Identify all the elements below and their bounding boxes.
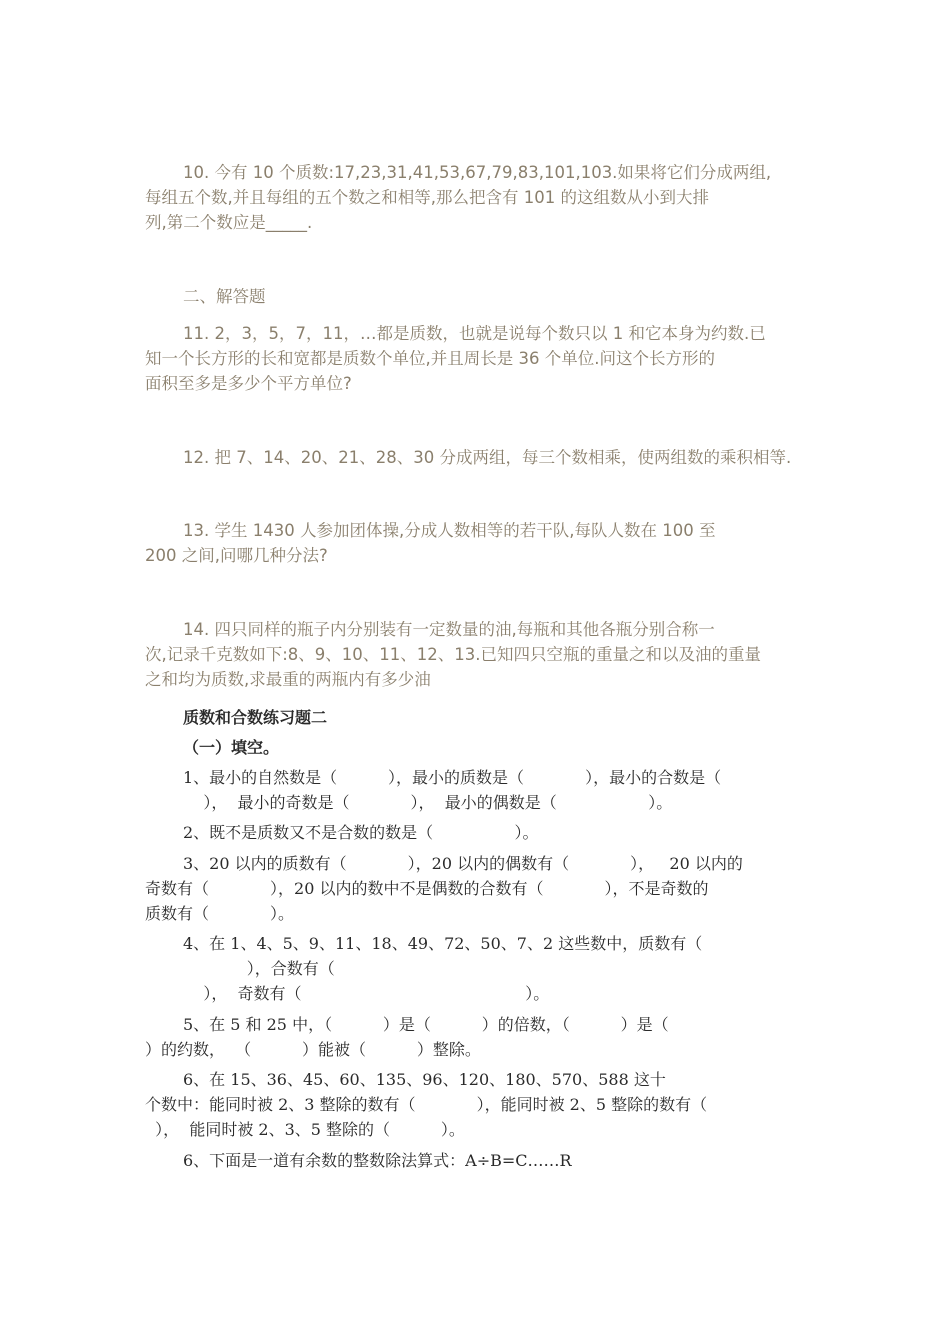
fill-in-heading: （一）填空。 xyxy=(183,738,280,757)
fill-4-line-3: ）， 奇数有（ ）。 xyxy=(183,984,550,1003)
fill-7-line-1: 6、下面是一道有余数的整数除法算式：A÷B=C……R xyxy=(183,1151,572,1170)
question-10-line-3: 列,第二个数应是_____. xyxy=(145,213,313,232)
fill-1-line-1: 1、最小的自然数是（ ），最小的质数是（ ），最小的合数是（ xyxy=(183,768,722,787)
fill-6-line-2: 个数中：能同时被 2、3 整除的数有（ ），能同时被 2、5 整除的数有（ xyxy=(145,1095,708,1114)
fill-5-line-2: ）的约数， （ ）能被（ ）整除。 xyxy=(145,1040,481,1059)
fill-6-line-1: 6、在 15、36、45、60、135、96、120、180、570、588 这十 xyxy=(183,1070,666,1089)
fill-3-line-1: 3、20 以内的质数有（ ），20 以内的偶数有（ ）， 20 以内的 xyxy=(183,854,743,873)
question-11-line-2: 知一个长方形的长和宽都是质数个单位,并且周长是 36 个单位.问这个长方形的 xyxy=(145,349,715,368)
fill-4-line-2: ），合数有（ xyxy=(145,959,335,978)
section-heading-answers: 二、解答题 xyxy=(183,287,266,306)
question-11-line-3: 面积至多是多少个平方单位? xyxy=(145,374,352,393)
question-14-line-1: 14. 四只同样的瓶子内分别装有一定数量的油,每瓶和其他各瓶分别合称一 xyxy=(183,620,715,639)
question-12-line-1: 12. 把 7、14、20、21、28、30 分成两组，每三个数相乘，使两组数的乘积相等. xyxy=(183,448,792,467)
fill-4-line-1: 4、在 1、4、5、9、11、18、49、72、50、7、2 这些数中，质数有（ xyxy=(183,934,703,953)
fill-6-line-3: ）， 能同时被 2、3、5 整除的（ ）。 xyxy=(145,1120,465,1139)
question-13-line-2: 200 之间,问哪几种分法? xyxy=(145,546,328,565)
fill-3-line-2: 奇数有（ ），20 以内的数中不是偶数的合数有（ ），不是奇数的 xyxy=(145,879,709,898)
exercise-title: 质数和合数练习题二 xyxy=(183,708,328,727)
question-14-line-3: 之和均为质数,求最重的两瓶内有多少油 xyxy=(145,670,431,689)
fill-2-line-1: 2、既不是质数又不是合数的数是（ ）。 xyxy=(183,823,539,842)
question-10-line-2: 每组五个数,并且每组的五个数之和相等,那么把含有 101 的这组数从小到大排 xyxy=(145,188,709,207)
fill-1-line-2: ）， 最小的奇数是（ ）， 最小的偶数是（ ）。 xyxy=(183,793,673,812)
question-11-line-1: 11. 2，3，5，7，11，…都是质数，也就是说每个数只以 1 和它本身为约数.已 xyxy=(183,324,766,343)
question-14-line-2: 次,记录千克数如下:8、9、10、11、12、13.已知四只空瓶的重量之和以及油的重量 xyxy=(145,645,762,664)
question-10-line-1: 10. 今有 10 个质数:17,23,31,41,53,67,79,83,101,103.如果将它们分成两组, xyxy=(183,163,772,182)
question-13-line-1: 13. 学生 1430 人参加团体操,分成人数相等的若干队,每队人数在 100 至 xyxy=(183,521,716,540)
fill-3-line-3: 质数有（ ）。 xyxy=(145,904,295,923)
fill-5-line-1: 5、在 5 和 25 中，（ ）是（ ）的倍数，（ ）是（ xyxy=(183,1015,669,1034)
